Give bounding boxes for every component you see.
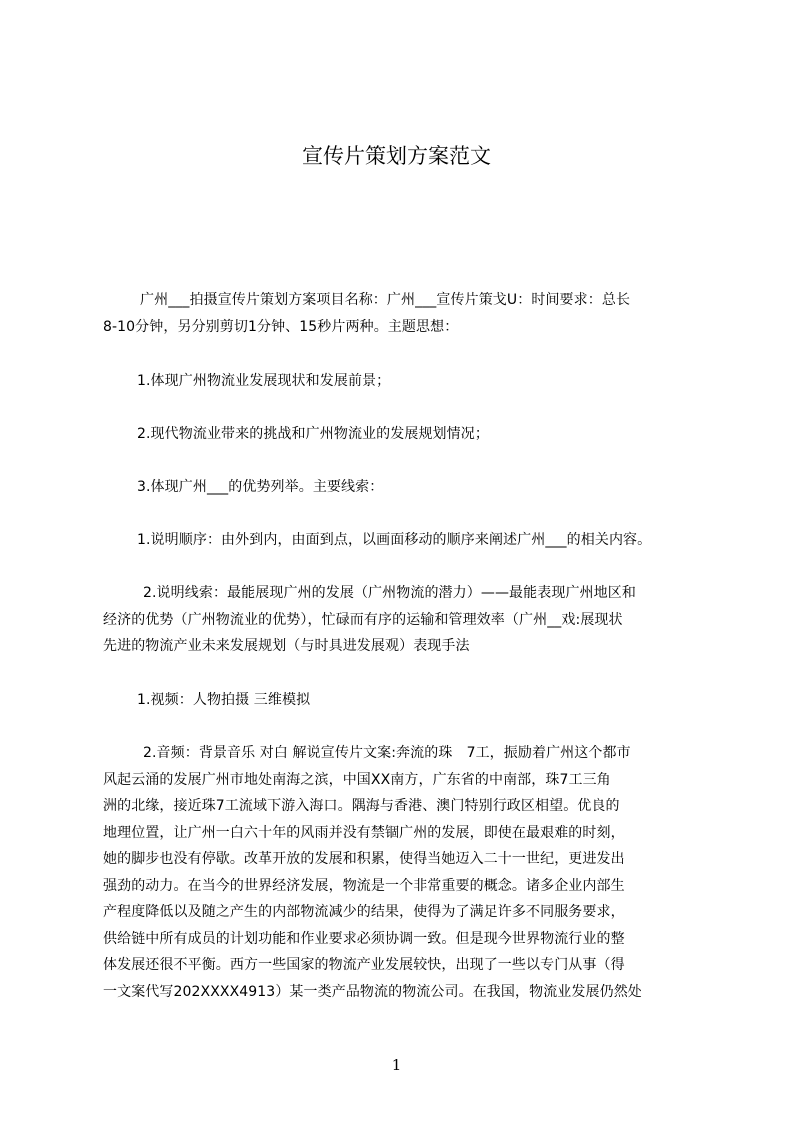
text-line: 2.音频：背景音乐 对白 解说宣传片文案:奔流的珠 7工，振励着广州这个都市: [143, 745, 631, 761]
paragraph-method-audio: [103, 740, 642, 1005]
text-line: 强劲的动力。在当今的世界经济发展，物流是一个非常重要的概念。诸多企业内部生: [103, 877, 625, 894]
text-line: 8-10分钟，另分别剪切1分钟、15秒片两种。主题思想：: [103, 318, 459, 335]
text-line: 3.体现广州___的优势列举。主要线索：: [137, 479, 384, 495]
paragraph-theme-3: [137, 474, 383, 501]
text-line: 供给链中所有成员的计划功能和作业要求必须协调一致。但是现今世界物流行业的整: [103, 930, 625, 947]
text-line: 她的脚步也没有停歇。改革开放的发展和积累，使得当她迈入二十一世纪，更进发出: [103, 851, 625, 867]
page-number: 1: [391, 1056, 402, 1074]
document-title: 宣传片策划方案范文: [302, 144, 491, 168]
text-line: 体发展还很不平衡。西方一些国家的物流产业发展较快，出现了一些以专门从事（得: [103, 957, 625, 973]
paragraph-clue-2: [103, 580, 636, 660]
paragraph-clue-1: [137, 527, 651, 554]
text-line: 洲的北缘，接近珠7工流域下游入海口。隅海与香港、澳门特别行政区相望。优良的: [103, 798, 620, 814]
text-line: 1.视频：人物拍摄 三维模拟: [137, 692, 311, 708]
text-line: 广州___拍摄宣传片策划方案项目名称：广州___宣传片策戈U：时间要求：总长: [140, 292, 631, 308]
text-line: 2.说明线索：最能展现广州的发展（广州物流的潜力）——最能表现广州地区和: [143, 585, 636, 601]
paragraph-theme-2: [137, 421, 489, 448]
text-line: 地理位置，让广州一白六十年的风雨并没有禁锢广州的发展，即使在最艰难的时刻，: [103, 824, 625, 841]
text-line: 一文案代写202XXXX4913）某一类产品物流的物流公司。在我国，物流业发展仍然处: [103, 983, 642, 1000]
text-line: 产程度降低以及随之产生的内部物流减少的结果，使得为了满足许多不同服务要求，: [103, 904, 625, 920]
text-line: 2.现代物流业带来的挑战和广州物流业的发展规划情况；: [137, 426, 489, 442]
text-line: 1.说明顺序：由外到内，由面到点，以画面移动的顺序来阐述广州___的相关内容。: [137, 532, 652, 548]
text-line: 1.体现广州物流业发展现状和发展前景；: [137, 373, 391, 389]
text-line: 经济的优势（广州物流业的优势），忙碌而有序的运输和管理效率（广州__戏:展现状: [103, 611, 623, 628]
paragraph-theme-1: [137, 368, 390, 395]
text-line: 风起云涌的发展广州市地处南海之滨，中国XX南方，广东省的中南部，珠7工三角: [103, 771, 611, 788]
text-line: 先进的物流产业未来发展规划（与时具进发展观）表现手法: [103, 638, 470, 654]
paragraph-method-video: [137, 687, 310, 714]
paragraph-intro: [103, 287, 630, 340]
